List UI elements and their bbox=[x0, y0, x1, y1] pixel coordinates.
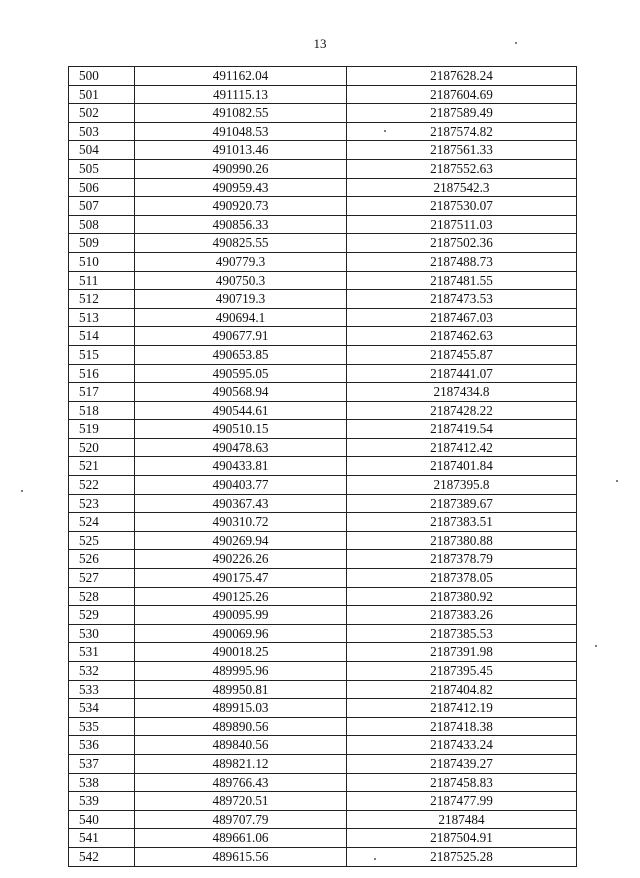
y-coordinate-cell: 2187380.88 bbox=[347, 531, 577, 550]
table-row bbox=[69, 178, 577, 197]
table-row bbox=[69, 494, 577, 513]
point-number-cell: 530 bbox=[69, 624, 135, 643]
x-coordinate-cell: 490595.05 bbox=[135, 364, 347, 383]
table-row bbox=[69, 122, 577, 141]
x-coordinate-cell: 489840.56 bbox=[135, 736, 347, 755]
table-row bbox=[69, 85, 577, 104]
point-number-cell: 501 bbox=[69, 85, 135, 104]
x-coordinate-cell: 490510.15 bbox=[135, 420, 347, 439]
y-coordinate-cell: 2187404.82 bbox=[347, 680, 577, 699]
point-number-cell: 516 bbox=[69, 364, 135, 383]
x-coordinate-cell: 490403.77 bbox=[135, 476, 347, 495]
x-coordinate-cell: 489890.56 bbox=[135, 717, 347, 736]
x-coordinate-cell: 490433.81 bbox=[135, 457, 347, 476]
x-coordinate-cell: 490694.1 bbox=[135, 308, 347, 327]
y-coordinate-cell: 2187433.24 bbox=[347, 736, 577, 755]
x-coordinate-cell: 489995.96 bbox=[135, 662, 347, 681]
point-number-cell: 508 bbox=[69, 215, 135, 234]
x-coordinate-cell: 490653.85 bbox=[135, 345, 347, 364]
x-coordinate-cell: 489707.79 bbox=[135, 810, 347, 829]
x-coordinate-cell: 491013.46 bbox=[135, 141, 347, 160]
table-row bbox=[69, 234, 577, 253]
y-coordinate-cell: 2187391.98 bbox=[347, 643, 577, 662]
point-number-cell: 515 bbox=[69, 345, 135, 364]
x-coordinate-cell: 489661.06 bbox=[135, 829, 347, 848]
x-coordinate-cell: 490990.26 bbox=[135, 159, 347, 178]
y-coordinate-cell: 2187530.07 bbox=[347, 197, 577, 216]
table-row bbox=[69, 847, 577, 866]
y-coordinate-cell: 2187628.24 bbox=[347, 67, 577, 86]
point-number-cell: 542 bbox=[69, 847, 135, 866]
y-coordinate-cell: 2187488.73 bbox=[347, 252, 577, 271]
x-coordinate-cell: 491082.55 bbox=[135, 104, 347, 123]
y-coordinate-cell: 2187467.03 bbox=[347, 308, 577, 327]
y-coordinate-cell: 2187385.53 bbox=[347, 624, 577, 643]
x-coordinate-cell: 490544.61 bbox=[135, 401, 347, 420]
point-number-cell: 513 bbox=[69, 308, 135, 327]
point-number-cell: 538 bbox=[69, 773, 135, 792]
y-coordinate-cell: 2187484 bbox=[347, 810, 577, 829]
y-coordinate-cell: 2187604.69 bbox=[347, 85, 577, 104]
table-row bbox=[69, 308, 577, 327]
x-coordinate-cell: 489766.43 bbox=[135, 773, 347, 792]
x-coordinate-cell: 490825.55 bbox=[135, 234, 347, 253]
point-number-cell: 526 bbox=[69, 550, 135, 569]
y-coordinate-cell: 2187589.49 bbox=[347, 104, 577, 123]
point-number-cell: 540 bbox=[69, 810, 135, 829]
x-coordinate-cell: 490959.43 bbox=[135, 178, 347, 197]
point-number-cell: 541 bbox=[69, 829, 135, 848]
point-number-cell: 531 bbox=[69, 643, 135, 662]
point-number-cell: 533 bbox=[69, 680, 135, 699]
x-coordinate-cell: 489915.03 bbox=[135, 699, 347, 718]
x-coordinate-cell: 490750.3 bbox=[135, 271, 347, 290]
table-row bbox=[69, 271, 577, 290]
table-row bbox=[69, 457, 577, 476]
table-row bbox=[69, 810, 577, 829]
y-coordinate-cell: 2187525.28 bbox=[347, 847, 577, 866]
table-row bbox=[69, 383, 577, 402]
y-coordinate-cell: 2187378.05 bbox=[347, 569, 577, 588]
y-coordinate-cell: 2187511.03 bbox=[347, 215, 577, 234]
y-coordinate-cell: 2187412.42 bbox=[347, 438, 577, 457]
scan-speck bbox=[374, 858, 376, 860]
x-coordinate-cell: 490920.73 bbox=[135, 197, 347, 216]
table-row bbox=[69, 252, 577, 271]
table-row bbox=[69, 531, 577, 550]
table-row bbox=[69, 104, 577, 123]
x-coordinate-cell: 490367.43 bbox=[135, 494, 347, 513]
y-coordinate-cell: 2187439.27 bbox=[347, 754, 577, 773]
x-coordinate-cell: 490175.47 bbox=[135, 569, 347, 588]
x-coordinate-cell: 490677.91 bbox=[135, 327, 347, 346]
point-number-cell: 523 bbox=[69, 494, 135, 513]
point-number-cell: 529 bbox=[69, 606, 135, 625]
y-coordinate-cell: 2187419.54 bbox=[347, 420, 577, 439]
point-number-cell: 518 bbox=[69, 401, 135, 420]
table-row bbox=[69, 792, 577, 811]
table-row bbox=[69, 197, 577, 216]
x-coordinate-cell: 490125.26 bbox=[135, 587, 347, 606]
y-coordinate-cell: 2187418.38 bbox=[347, 717, 577, 736]
point-number-cell: 507 bbox=[69, 197, 135, 216]
point-number-cell: 517 bbox=[69, 383, 135, 402]
point-number-cell: 521 bbox=[69, 457, 135, 476]
point-number-cell: 525 bbox=[69, 531, 135, 550]
table-row bbox=[69, 345, 577, 364]
table-row bbox=[69, 606, 577, 625]
point-number-cell: 535 bbox=[69, 717, 135, 736]
point-number-cell: 503 bbox=[69, 122, 135, 141]
point-number-cell: 502 bbox=[69, 104, 135, 123]
y-coordinate-cell: 2187477.99 bbox=[347, 792, 577, 811]
table-row bbox=[69, 141, 577, 160]
scan-speck bbox=[595, 645, 597, 647]
x-coordinate-cell: 490568.94 bbox=[135, 383, 347, 402]
table-row bbox=[69, 829, 577, 848]
y-coordinate-cell: 2187441.07 bbox=[347, 364, 577, 383]
y-coordinate-cell: 2187574.82 bbox=[347, 122, 577, 141]
point-number-cell: 527 bbox=[69, 569, 135, 588]
y-coordinate-cell: 2187455.87 bbox=[347, 345, 577, 364]
table-row bbox=[69, 327, 577, 346]
y-coordinate-cell: 2187383.26 bbox=[347, 606, 577, 625]
y-coordinate-cell: 2187552.63 bbox=[347, 159, 577, 178]
table-row bbox=[69, 67, 577, 86]
table-row bbox=[69, 364, 577, 383]
y-coordinate-cell: 2187502.36 bbox=[347, 234, 577, 253]
x-coordinate-cell: 490310.72 bbox=[135, 513, 347, 532]
point-number-cell: 532 bbox=[69, 662, 135, 681]
scan-speck bbox=[384, 130, 386, 132]
table-row bbox=[69, 699, 577, 718]
y-coordinate-cell: 2187481.55 bbox=[347, 271, 577, 290]
point-number-cell: 534 bbox=[69, 699, 135, 718]
y-coordinate-cell: 2187434.8 bbox=[347, 383, 577, 402]
table-row bbox=[69, 587, 577, 606]
table-row bbox=[69, 773, 577, 792]
y-coordinate-cell: 2187428.22 bbox=[347, 401, 577, 420]
x-coordinate-cell: 490226.26 bbox=[135, 550, 347, 569]
x-coordinate-cell: 490095.99 bbox=[135, 606, 347, 625]
coordinates-table bbox=[68, 66, 577, 867]
table-row bbox=[69, 438, 577, 457]
point-number-cell: 509 bbox=[69, 234, 135, 253]
point-number-cell: 514 bbox=[69, 327, 135, 346]
point-number-cell: 505 bbox=[69, 159, 135, 178]
x-coordinate-cell: 491048.53 bbox=[135, 122, 347, 141]
x-coordinate-cell: 490719.3 bbox=[135, 290, 347, 309]
table-row bbox=[69, 662, 577, 681]
y-coordinate-cell: 2187412.19 bbox=[347, 699, 577, 718]
point-number-cell: 520 bbox=[69, 438, 135, 457]
coordinates-table-body bbox=[69, 67, 577, 867]
x-coordinate-cell: 490018.25 bbox=[135, 643, 347, 662]
point-number-cell: 522 bbox=[69, 476, 135, 495]
page-number: 13 bbox=[313, 36, 327, 51]
point-number-cell: 510 bbox=[69, 252, 135, 271]
point-number-cell: 506 bbox=[69, 178, 135, 197]
table-row bbox=[69, 754, 577, 773]
x-coordinate-cell: 490478.63 bbox=[135, 438, 347, 457]
x-coordinate-cell: 491162.04 bbox=[135, 67, 347, 86]
y-coordinate-cell: 2187504.91 bbox=[347, 829, 577, 848]
point-number-cell: 512 bbox=[69, 290, 135, 309]
table-row bbox=[69, 680, 577, 699]
table-row bbox=[69, 513, 577, 532]
table-row bbox=[69, 401, 577, 420]
y-coordinate-cell: 2187395.8 bbox=[347, 476, 577, 495]
table-row bbox=[69, 569, 577, 588]
y-coordinate-cell: 2187458.83 bbox=[347, 773, 577, 792]
table-row bbox=[69, 290, 577, 309]
table-row bbox=[69, 550, 577, 569]
y-coordinate-cell: 2187378.79 bbox=[347, 550, 577, 569]
x-coordinate-cell: 490779.3 bbox=[135, 252, 347, 271]
x-coordinate-cell: 489720.51 bbox=[135, 792, 347, 811]
point-number-cell: 500 bbox=[69, 67, 135, 86]
point-number-cell: 524 bbox=[69, 513, 135, 532]
table-row bbox=[69, 736, 577, 755]
point-number-cell: 536 bbox=[69, 736, 135, 755]
y-coordinate-cell: 2187380.92 bbox=[347, 587, 577, 606]
y-coordinate-cell: 2187389.67 bbox=[347, 494, 577, 513]
point-number-cell: 504 bbox=[69, 141, 135, 160]
y-coordinate-cell: 2187462.63 bbox=[347, 327, 577, 346]
y-coordinate-cell: 2187561.33 bbox=[347, 141, 577, 160]
point-number-cell: 539 bbox=[69, 792, 135, 811]
y-coordinate-cell: 2187395.45 bbox=[347, 662, 577, 681]
y-coordinate-cell: 2187401.84 bbox=[347, 457, 577, 476]
x-coordinate-cell: 490856.33 bbox=[135, 215, 347, 234]
table-row bbox=[69, 624, 577, 643]
point-number-cell: 511 bbox=[69, 271, 135, 290]
x-coordinate-cell: 490069.96 bbox=[135, 624, 347, 643]
table-row bbox=[69, 215, 577, 234]
point-number-cell: 519 bbox=[69, 420, 135, 439]
scan-speck bbox=[21, 490, 23, 492]
x-coordinate-cell: 489615.56 bbox=[135, 847, 347, 866]
scan-speck bbox=[616, 480, 618, 482]
table-row bbox=[69, 476, 577, 495]
x-coordinate-cell: 489950.81 bbox=[135, 680, 347, 699]
y-coordinate-cell: 2187473.53 bbox=[347, 290, 577, 309]
y-coordinate-cell: 2187383.51 bbox=[347, 513, 577, 532]
table-row bbox=[69, 717, 577, 736]
point-number-cell: 537 bbox=[69, 754, 135, 773]
table-row bbox=[69, 420, 577, 439]
x-coordinate-cell: 489821.12 bbox=[135, 754, 347, 773]
table-row bbox=[69, 643, 577, 662]
x-coordinate-cell: 491115.13 bbox=[135, 85, 347, 104]
y-coordinate-cell: 2187542.3 bbox=[347, 178, 577, 197]
x-coordinate-cell: 490269.94 bbox=[135, 531, 347, 550]
scan-speck bbox=[515, 42, 517, 44]
point-number-cell: 528 bbox=[69, 587, 135, 606]
table-row bbox=[69, 159, 577, 178]
